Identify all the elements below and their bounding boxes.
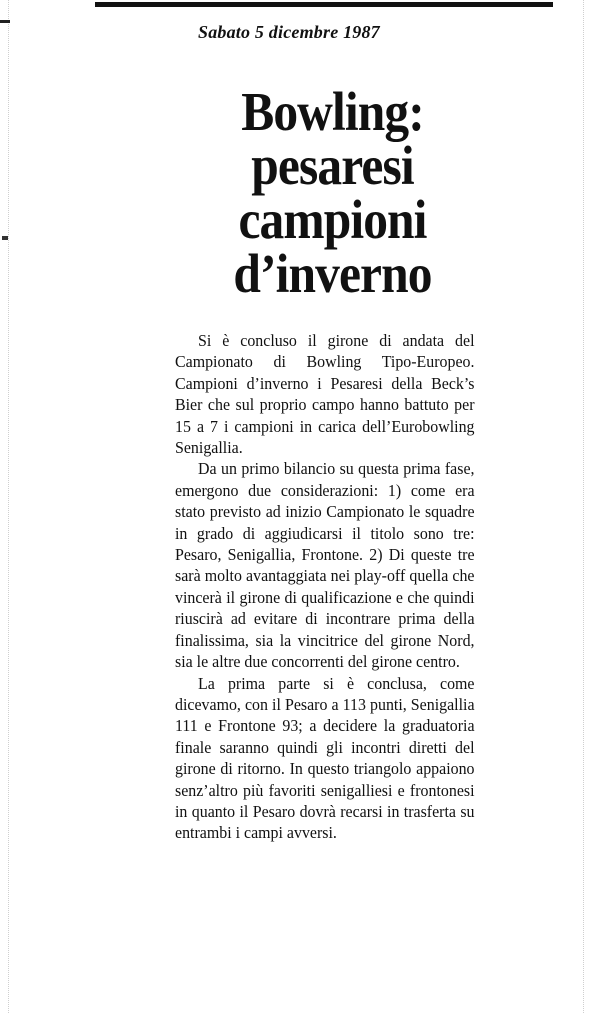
headline-line: d’inverno (233, 243, 432, 304)
article-body (175, 330, 475, 844)
page-edge-left (8, 0, 10, 1013)
headline-line: Bowling: (241, 81, 424, 142)
headline-line: campioni (238, 189, 427, 250)
scan-mark (0, 20, 10, 23)
headline (177, 81, 488, 304)
page-edge-right (583, 0, 585, 1013)
article-paragraph: La prima parte si è conclusa, come dicevamo, con il Pesaro a 113 punti, Senigallia 111 e Frontone 93; a decidere la graduatoria finale saranno quindi gli incontri diretti del girone di ritorno. In questo triangolo appaiono senz’altro più favoriti senigalliesi e frontonesi in quanto il Pesaro dovrà recarsi in trasferta su entrambi i campi avversi. (175, 673, 475, 843)
top-rule (95, 2, 553, 7)
article-paragraph: Da un primo bilancio su questa prima fase, emergono due considerazioni: 1) come era stato previsto ad inizio Campionato le squadre in grado di aggiudicarsi il titolo sono tre: Pesaro, Senigallia, Frontone. 2) Di queste tre sarà molto avantaggiata nei play-off quella che vincerà il girone di qualificazione e che quindi riuscirà ad evitare di incontrare prima della finalissima, sia la vincitrice del girone Nord, sia le altre due concorrenti del girone centro. (175, 459, 475, 672)
headline-line: pesaresi (251, 135, 414, 196)
article-paragraph: Si è concluso il girone di andata del Campionato di Bowling Tipo-Europeo. Campioni d’inverno i Pesaresi della Beck’s Bier che sul proprio campo hanno battuto per 15 a 7 i campioni in carica dell’Eurobowling Senigallia. (175, 331, 475, 458)
dateline: Sabato 5 dicembre 1987 (198, 22, 380, 42)
scan-mark (2, 236, 8, 240)
